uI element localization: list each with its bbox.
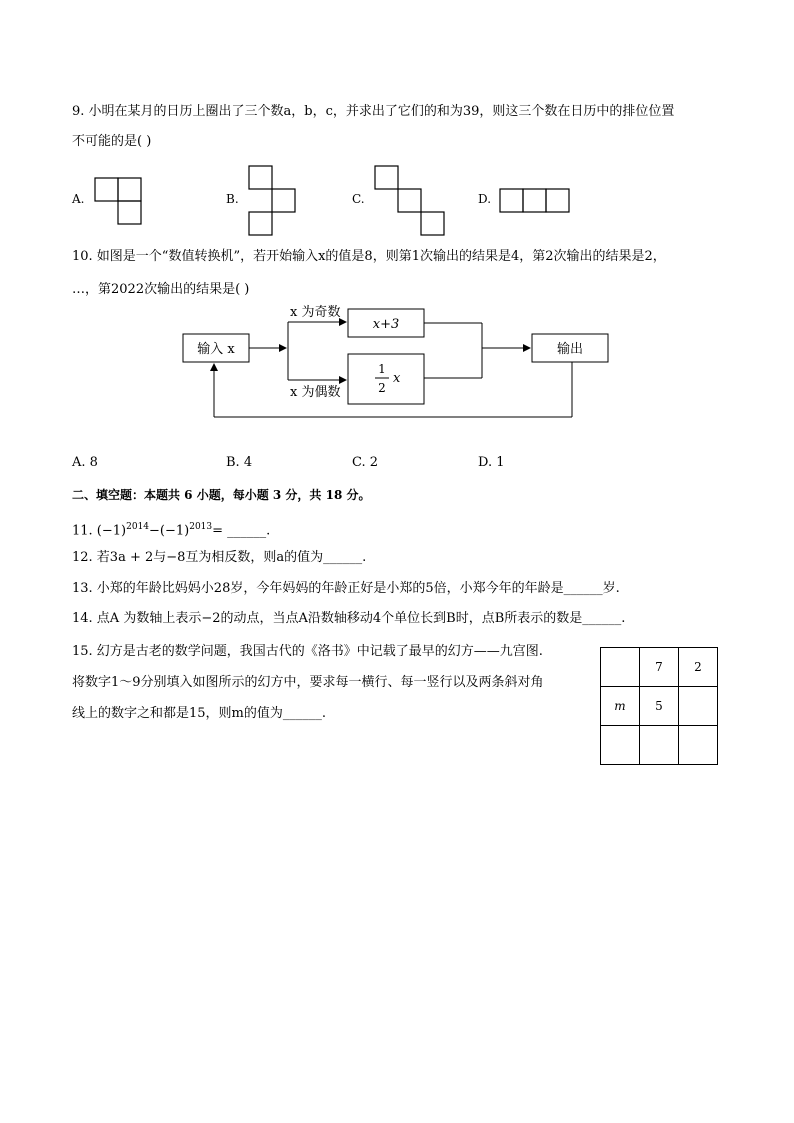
grid-cell	[601, 726, 640, 765]
q9-option-d-label: D.	[478, 192, 492, 206]
q9-line1: 9. 小明在某月的日历上圈出了三个数a，b，c，并求出了它们的和为39，则这三个数在日历中的排位位置	[72, 104, 675, 119]
even-op-box	[348, 354, 424, 404]
odd-op-label: x+3	[372, 317, 400, 332]
q10-line2: …，第2022次输出的结果是( )	[72, 282, 250, 297]
q10-option-c: C. 2	[352, 455, 379, 470]
q9-option-c-label: C.	[352, 192, 365, 206]
q10-option-b: B. 4	[226, 455, 253, 470]
magic-square-grid	[600, 647, 718, 765]
q11-exp-2: 2013	[189, 522, 213, 532]
grid-cell	[601, 648, 640, 687]
grid-cell	[679, 726, 718, 765]
q10-line1: 10. 如图是一个“数值转换机”，若开始输入x的值是8，则第1次输出的结果是4，第2次输出的结果是2，	[72, 249, 666, 264]
q11-exp-1: 2014	[126, 522, 150, 532]
q9-line2: 不可能的是( )	[72, 134, 152, 149]
q12: 12. 若3a + 2与−8互为相反数，则a的值为______.	[72, 550, 367, 565]
q11-part-b: −(−1)	[149, 523, 190, 539]
grid-cell	[679, 687, 718, 726]
grid-row	[601, 726, 718, 765]
input-label: 输入 x	[197, 342, 235, 357]
q14: 14. 点A 为数轴上表示−2的动点，当点A沿数轴移动4个单位长到B时，点B所表示的数是______.	[72, 611, 626, 626]
q15-line1: 15. 幻方是古老的数学问题，我国古代的《洛书》中记载了最早的幻方——九宫图.	[72, 644, 543, 659]
q9-option-a-figure	[94, 177, 144, 227]
q11-part-c: = ______.	[212, 523, 271, 539]
q9-option-b-figure	[248, 165, 298, 237]
q9-option-c-figure	[374, 165, 446, 237]
q15-line3: 线上的数字之和都是15，则m的值为______.	[72, 706, 327, 721]
q9-option-b-label: B.	[226, 192, 239, 206]
grid-row	[601, 648, 718, 687]
q10-option-a: A. 8	[72, 455, 98, 470]
odd-condition-label: x 为奇数	[290, 305, 341, 320]
q13: 13. 小郑的年龄比妈妈小28岁，今年妈妈的年龄正好是小郑的5倍，小郑今年的年龄是______岁.	[72, 581, 620, 596]
q10-option-d: D. 1	[478, 455, 505, 470]
even-condition-label: x 为偶数	[290, 385, 341, 400]
grid-cell	[640, 726, 679, 765]
q9-option-a-label: A.	[72, 192, 85, 206]
frac-numerator: 1	[378, 362, 386, 376]
q9-option-d-figure	[499, 188, 571, 214]
frac-denominator: 2	[378, 381, 386, 395]
grid-cell: 5	[640, 687, 679, 726]
grid-cell: m	[601, 687, 640, 726]
q11	[72, 517, 270, 541]
grid-cell: 2	[679, 648, 718, 687]
q15-line2: 将数字1～9分别填入如图所示的幻方中，要求每一横行、每一竖行以及两条斜对角	[72, 675, 544, 690]
grid-cell: 7	[640, 648, 679, 687]
grid-row	[601, 687, 718, 726]
q10-converter-diagram	[180, 300, 620, 425]
output-label: 输出	[556, 342, 584, 357]
q11-part-a: 11. (−1)	[72, 523, 127, 539]
frac-variable: x	[393, 371, 401, 386]
section-2-heading: 二、填空题：本题共 6 小题，每小题 3 分，共 18 分。	[72, 488, 371, 502]
